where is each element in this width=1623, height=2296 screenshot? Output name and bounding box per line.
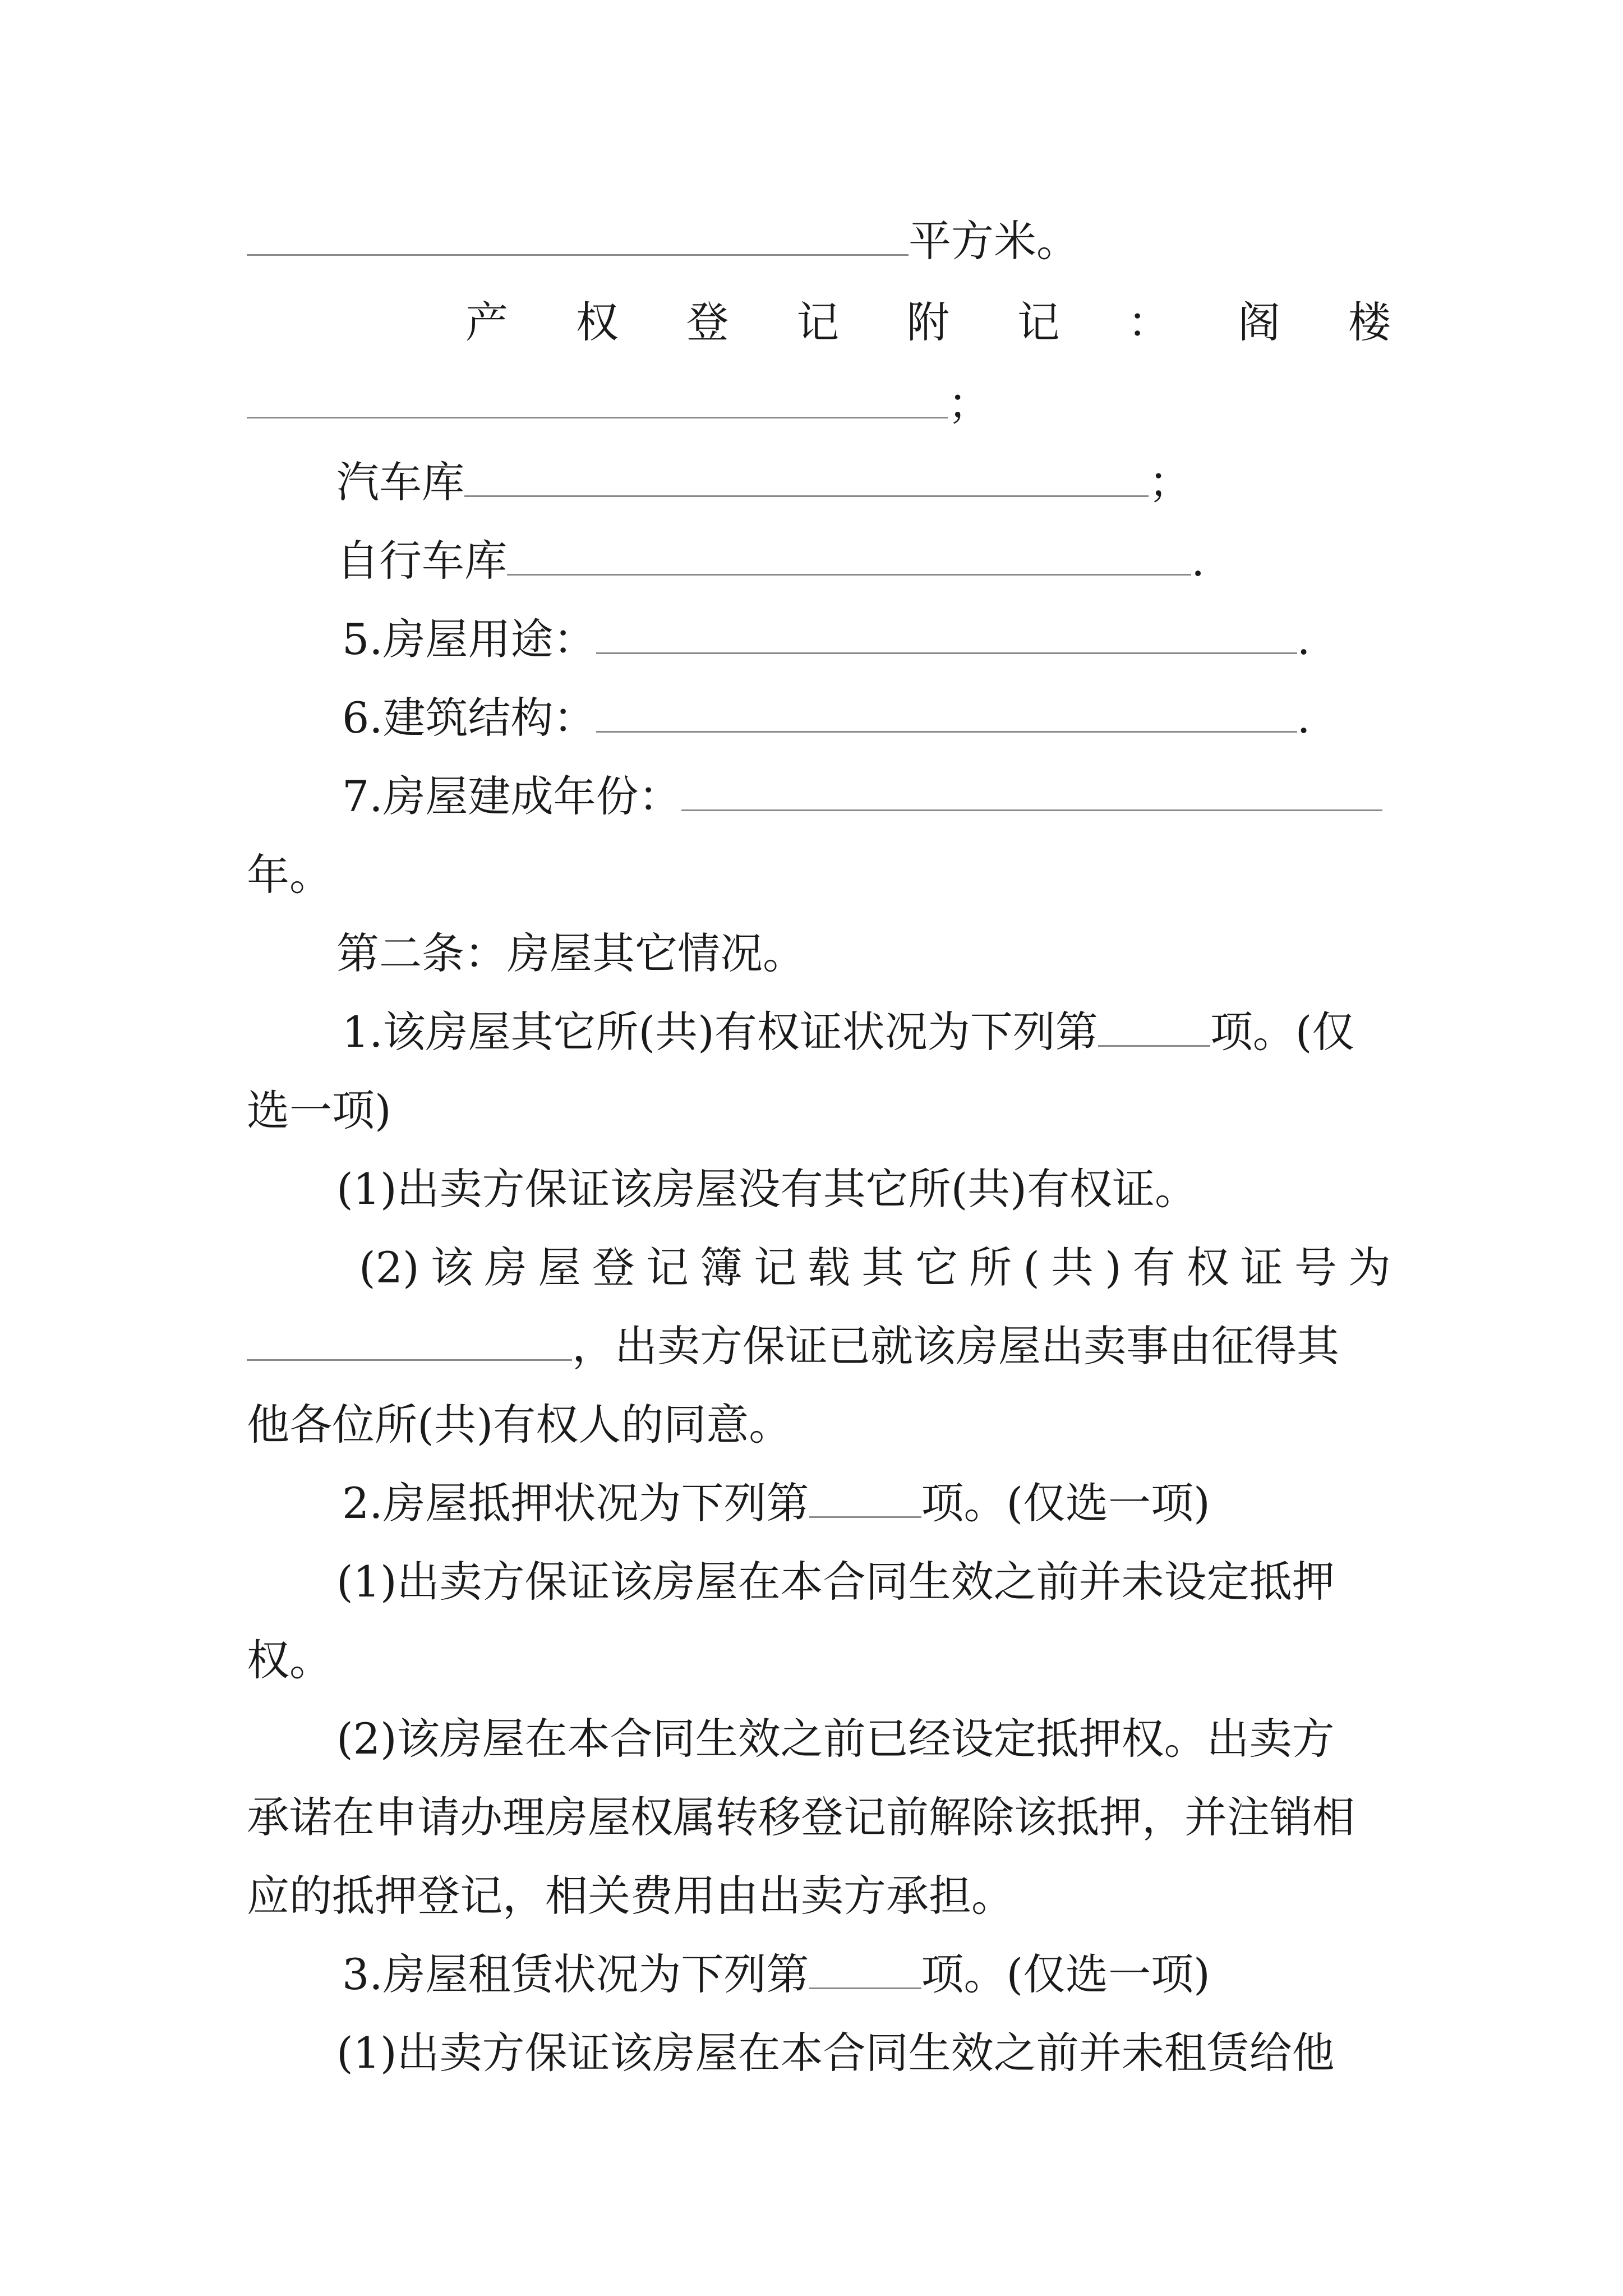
attic-blank	[247, 378, 948, 418]
build-year-blank	[681, 770, 1382, 811]
mortgage-option-1-cont: 权。	[247, 1635, 332, 1685]
lease-status-text: 3.房屋租赁状况为下列第	[342, 1949, 809, 1999]
mortgage-option-2-line: (2)该房屋在本合同生效之前已经设定抵押权。出卖方	[336, 1714, 1335, 1764]
garage-label: 汽车库	[336, 457, 464, 507]
garage-suffix: ；	[1149, 457, 1191, 507]
co-owners-consent-line: 他各位所(共)有权人的同意。	[247, 1400, 792, 1450]
spread-char: 产	[465, 297, 508, 347]
spread-char: 簿	[699, 1243, 743, 1292]
usage-suffix: .	[1297, 614, 1311, 664]
spread-char: (	[1023, 1243, 1040, 1292]
option-2-certificate-heading	[359, 1240, 1391, 1296]
select-one-line: 选一项)	[247, 1085, 391, 1135]
area-unit: 平方米。	[909, 216, 1079, 266]
spread-char: 附	[907, 297, 949, 347]
structure-line	[342, 690, 1311, 746]
structure-suffix: .	[1297, 693, 1311, 743]
spread-char: 阁	[1238, 297, 1281, 347]
mortgage-status-line	[342, 1475, 1210, 1531]
usage-line	[342, 611, 1311, 668]
bike-garage-suffix: .	[1191, 536, 1205, 586]
lease-status-suffix: 项。(仅选一项)	[921, 1949, 1210, 1999]
lease-status-blank	[809, 1948, 921, 1989]
spread-char: 所	[969, 1243, 1012, 1292]
area-line	[247, 213, 1079, 269]
spread-char: 登	[686, 297, 729, 347]
bike-garage-line	[336, 533, 1205, 589]
spread-char: ：	[1127, 297, 1170, 347]
other-certificate-line	[342, 1004, 1354, 1060]
spread-char: 记	[753, 1243, 796, 1292]
attic-suffix: ；	[948, 379, 990, 429]
mortgage-status-text: 2.房屋抵押状况为下列第	[342, 1478, 809, 1528]
other-certificate-text: 1.该房屋其它所(共)有权证状况为下列第	[342, 1007, 1098, 1057]
spread-char: )	[1104, 1243, 1122, 1292]
spread-char: 该	[430, 1243, 473, 1292]
certificate-consent-text: ，出卖方保证已就该房屋出卖事由征得其	[572, 1321, 1339, 1371]
mortgage-option-2-cont-2: 应的抵押登记，相关费用由出卖方承担。	[247, 1871, 1014, 1921]
build-year-line	[342, 769, 1382, 825]
certificate-number-line	[247, 1318, 1339, 1374]
structure-blank	[596, 692, 1297, 733]
spread-char: 为	[1348, 1243, 1391, 1292]
spread-char: 号	[1294, 1243, 1337, 1292]
mortgage-option-2-cont-1: 承诺在申请办理房屋权属转移登记前解除该抵押，并注销相	[247, 1792, 1355, 1842]
build-year-label: 7.房屋建成年份：	[342, 771, 681, 821]
mortgage-status-suffix: 项。(仅选一项)	[921, 1478, 1210, 1528]
bike-garage-label: 自行车库	[336, 536, 507, 586]
garage-blank	[464, 456, 1149, 497]
registration-note-heading	[465, 295, 1391, 351]
spread-char: (2)	[359, 1243, 419, 1292]
other-certificate-blank	[1098, 1006, 1210, 1047]
spread-char: 它	[915, 1243, 958, 1292]
spread-char: 权	[575, 297, 619, 347]
spread-char: 登	[592, 1243, 635, 1292]
option-1-no-certificate: (1)出卖方保证该房屋没有其它所(共)有权证。	[336, 1164, 1197, 1214]
spread-char: 记	[645, 1243, 689, 1292]
usage-blank	[596, 613, 1297, 654]
mortgage-status-blank	[809, 1477, 921, 1518]
lease-option-1-line: (1)出卖方保证该房屋在本合同生效之前并未租赁给他	[336, 2028, 1335, 2078]
attic-line	[247, 376, 990, 432]
spread-char: 权	[1186, 1243, 1229, 1292]
spread-char: 载	[808, 1243, 851, 1292]
spread-char: 其	[861, 1243, 905, 1292]
spread-char: 记	[1017, 297, 1060, 347]
spread-char: 共	[1050, 1243, 1094, 1292]
spread-char: 屋	[538, 1243, 581, 1292]
structure-label: 6.建筑结构：	[342, 693, 596, 743]
spread-char: 证	[1240, 1243, 1283, 1292]
garage-line	[336, 454, 1191, 510]
article-two-heading: 第二条：房屋其它情况。	[336, 928, 805, 978]
certificate-number-blank	[247, 1320, 572, 1361]
area-blank	[247, 215, 909, 256]
usage-label: 5.房屋用途：	[342, 614, 596, 664]
year-suffix-line: 年。	[247, 850, 332, 900]
spread-char: 房	[484, 1243, 527, 1292]
mortgage-option-1-line: (1)出卖方保证该房屋在本合同生效之前并未设定抵押	[336, 1557, 1335, 1607]
spread-char: 有	[1132, 1243, 1175, 1292]
spread-char: 记	[796, 297, 840, 347]
other-certificate-suffix: 项。(仅	[1210, 1007, 1355, 1057]
spread-char: 楼	[1348, 297, 1391, 347]
lease-status-line	[342, 1947, 1210, 2003]
bike-garage-blank	[507, 535, 1191, 576]
